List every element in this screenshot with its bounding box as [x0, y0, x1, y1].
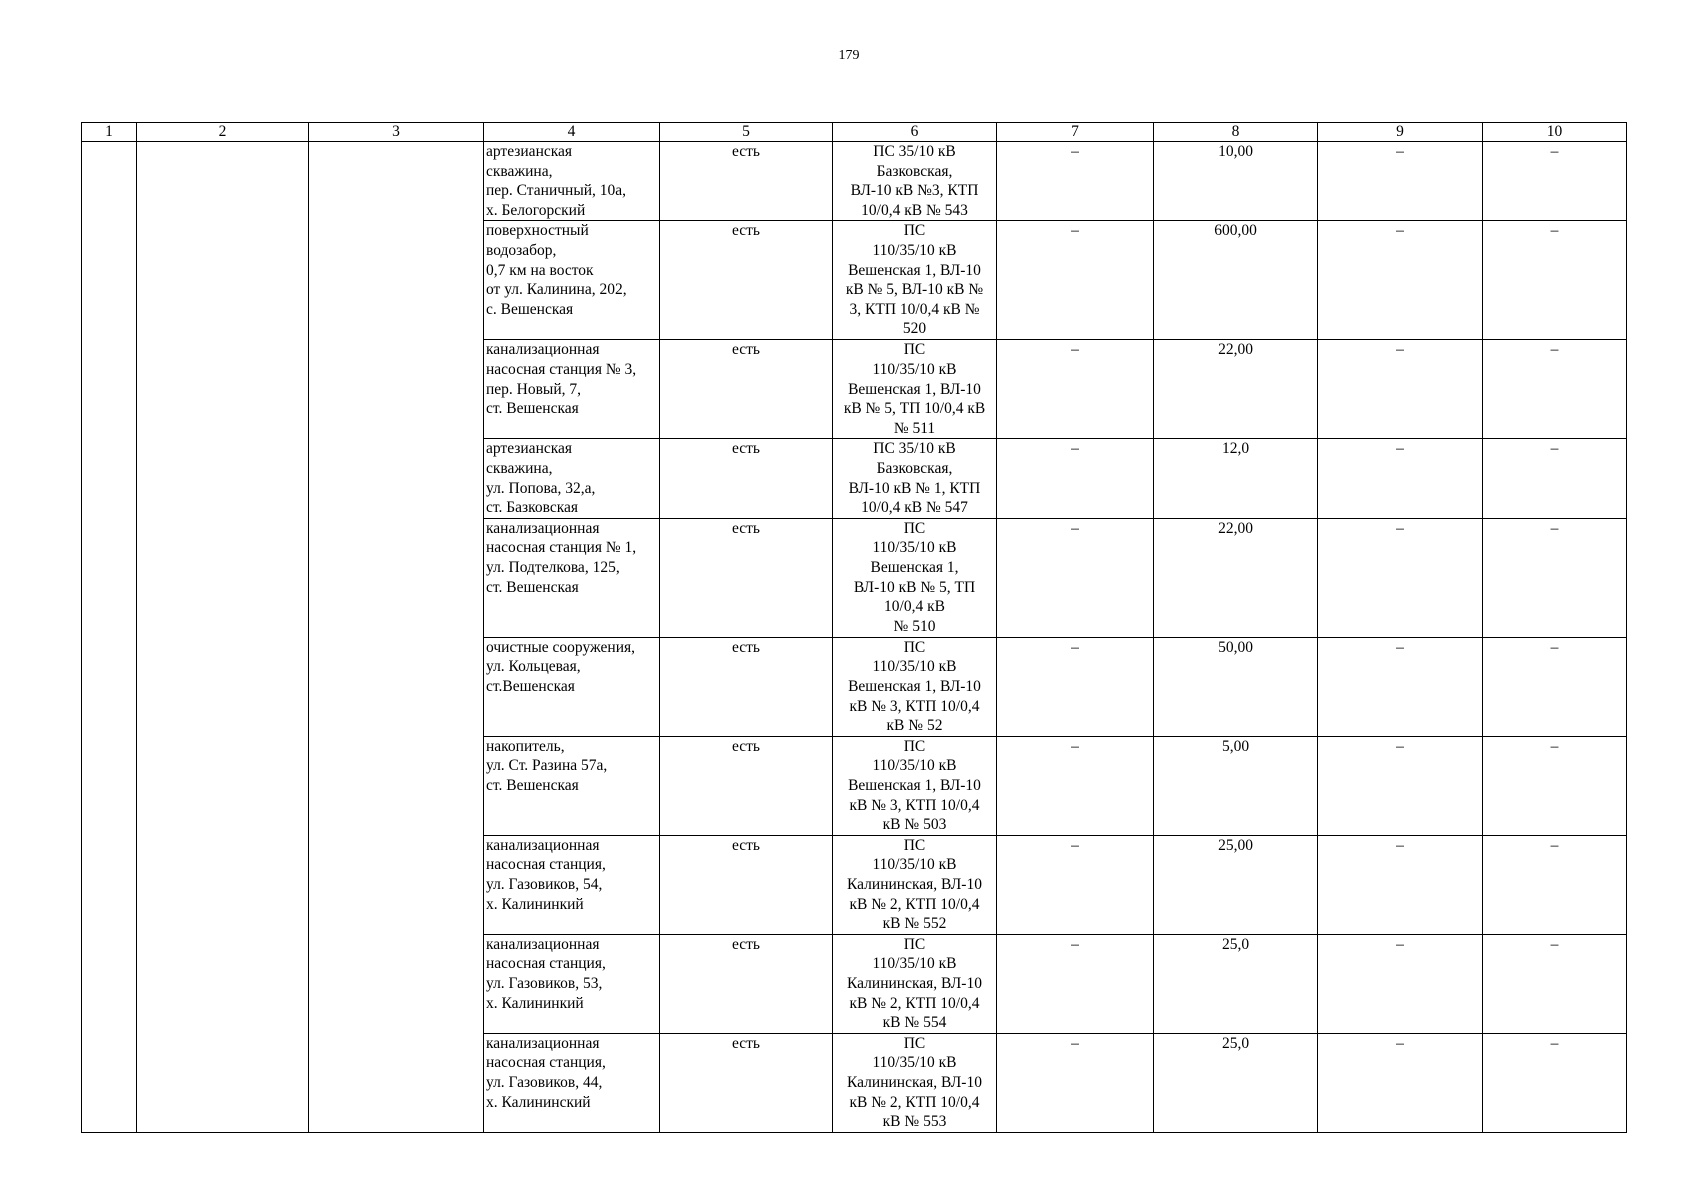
- col1-merged-cell: [82, 142, 137, 1133]
- col7-cell: –: [997, 142, 1154, 221]
- power-source-cell: ПС 110/35/10 кВ Вешенская 1, ВЛ-10 кВ № 5, ТП 10/0,4 кВ № 510: [833, 518, 997, 637]
- col9-cell: –: [1318, 518, 1483, 637]
- power-value-cell: 25,00: [1154, 835, 1318, 934]
- col10-cell: –: [1483, 340, 1627, 439]
- power-value-cell: 600,00: [1154, 221, 1318, 340]
- col7-cell: –: [997, 340, 1154, 439]
- header-cell: 3: [309, 123, 484, 142]
- col7-cell: –: [997, 835, 1154, 934]
- availability-cell: есть: [660, 518, 833, 637]
- col10-cell: –: [1483, 934, 1627, 1033]
- col7-cell: –: [997, 221, 1154, 340]
- col9-cell: –: [1318, 637, 1483, 736]
- object-cell: канализационная насосная станция, ул. Газовиков, 53, х. Калининкий: [484, 934, 660, 1033]
- col9-cell: –: [1318, 736, 1483, 835]
- col9-cell: –: [1318, 340, 1483, 439]
- col7-cell: –: [997, 934, 1154, 1033]
- col10-cell: –: [1483, 439, 1627, 518]
- availability-cell: есть: [660, 221, 833, 340]
- col2-merged-cell: [137, 142, 309, 1133]
- col10-cell: –: [1483, 142, 1627, 221]
- object-cell: поверхностный водозабор, 0,7 км на восток от ул. Калинина, 202, с. Вешенская: [484, 221, 660, 340]
- object-cell: канализационная насосная станция, ул. Газовиков, 54, х. Калининкий: [484, 835, 660, 934]
- header-cell: 8: [1154, 123, 1318, 142]
- power-value-cell: 5,00: [1154, 736, 1318, 835]
- header-cell: 1: [82, 123, 137, 142]
- power-value-cell: 25,0: [1154, 1033, 1318, 1132]
- availability-cell: есть: [660, 934, 833, 1033]
- power-source-cell: ПС 110/35/10 кВ Калининская, ВЛ-10 кВ № 2, КТП 10/0,4 кВ № 554: [833, 934, 997, 1033]
- col10-cell: –: [1483, 518, 1627, 637]
- col9-cell: –: [1318, 934, 1483, 1033]
- power-value-cell: 25,0: [1154, 934, 1318, 1033]
- col3-merged-cell: [309, 142, 484, 1133]
- power-value-cell: 10,00: [1154, 142, 1318, 221]
- header-cell: 2: [137, 123, 309, 142]
- col10-cell: –: [1483, 736, 1627, 835]
- data-table: [81, 122, 1627, 1133]
- object-cell: накопитель, ул. Ст. Разина 57а, ст. Вешенская: [484, 736, 660, 835]
- power-source-cell: ПС 110/35/10 кВ Вешенская 1, ВЛ-10 кВ № 5, ТП 10/0,4 кВ № 511: [833, 340, 997, 439]
- power-source-cell: ПС 110/35/10 кВ Вешенская 1, ВЛ-10 кВ № 3, КТП 10/0,4 кВ № 503: [833, 736, 997, 835]
- object-cell: артезианская скважина, ул. Попова, 32,а, ст. Базковская: [484, 439, 660, 518]
- power-source-cell: ПС 35/10 кВ Базковская, ВЛ-10 кВ №3, КТП 10/0,4 кВ № 543: [833, 142, 997, 221]
- power-source-cell: ПС 35/10 кВ Базковская, ВЛ-10 кВ № 1, КТП 10/0,4 кВ № 547: [833, 439, 997, 518]
- object-cell: канализационная насосная станция № 3, пер. Новый, 7, ст. Вешенская: [484, 340, 660, 439]
- header-cell: 10: [1483, 123, 1627, 142]
- header-cell: 5: [660, 123, 833, 142]
- availability-cell: есть: [660, 736, 833, 835]
- col10-cell: –: [1483, 637, 1627, 736]
- header-cell: 9: [1318, 123, 1483, 142]
- availability-cell: есть: [660, 340, 833, 439]
- col9-cell: –: [1318, 221, 1483, 340]
- col10-cell: –: [1483, 835, 1627, 934]
- header-cell: 7: [997, 123, 1154, 142]
- col7-cell: –: [997, 518, 1154, 637]
- availability-cell: есть: [660, 637, 833, 736]
- power-value-cell: 50,00: [1154, 637, 1318, 736]
- availability-cell: есть: [660, 1033, 833, 1132]
- power-value-cell: 12,0: [1154, 439, 1318, 518]
- col9-cell: –: [1318, 142, 1483, 221]
- availability-cell: есть: [660, 835, 833, 934]
- object-cell: очистные сооружения, ул. Кольцевая, ст.Вешенская: [484, 637, 660, 736]
- table-row: [82, 142, 1627, 221]
- power-source-cell: ПС 110/35/10 кВ Калининская, ВЛ-10 кВ № 2, КТП 10/0,4 кВ № 553: [833, 1033, 997, 1132]
- power-source-cell: ПС 110/35/10 кВ Калининская, ВЛ-10 кВ № 2, КТП 10/0,4 кВ № 552: [833, 835, 997, 934]
- object-cell: канализационная насосная станция, ул. Газовиков, 44, х. Калининский: [484, 1033, 660, 1132]
- col7-cell: –: [997, 439, 1154, 518]
- object-cell: артезианская скважина, пер. Станичный, 10а, х. Белогорский: [484, 142, 660, 221]
- power-value-cell: 22,00: [1154, 518, 1318, 637]
- power-source-cell: ПС 110/35/10 кВ Вешенская 1, ВЛ-10 кВ № 5, ВЛ-10 кВ № 3, КТП 10/0,4 кВ № 520: [833, 221, 997, 340]
- col10-cell: –: [1483, 1033, 1627, 1132]
- availability-cell: есть: [660, 142, 833, 221]
- availability-cell: есть: [660, 439, 833, 518]
- header-cell: 6: [833, 123, 997, 142]
- col9-cell: –: [1318, 439, 1483, 518]
- col7-cell: –: [997, 1033, 1154, 1132]
- col9-cell: –: [1318, 1033, 1483, 1132]
- page-number: 179: [838, 48, 860, 63]
- power-value-cell: 22,00: [1154, 340, 1318, 439]
- col7-cell: –: [997, 637, 1154, 736]
- object-cell: канализационная насосная станция № 1, ул. Подтелкова, 125, ст. Вешенская: [484, 518, 660, 637]
- header-row: [82, 123, 1627, 142]
- col9-cell: –: [1318, 835, 1483, 934]
- col7-cell: –: [997, 736, 1154, 835]
- col10-cell: –: [1483, 221, 1627, 340]
- header-cell: 4: [484, 123, 660, 142]
- power-source-cell: ПС 110/35/10 кВ Вешенская 1, ВЛ-10 кВ № 3, КТП 10/0,4 кВ № 52: [833, 637, 997, 736]
